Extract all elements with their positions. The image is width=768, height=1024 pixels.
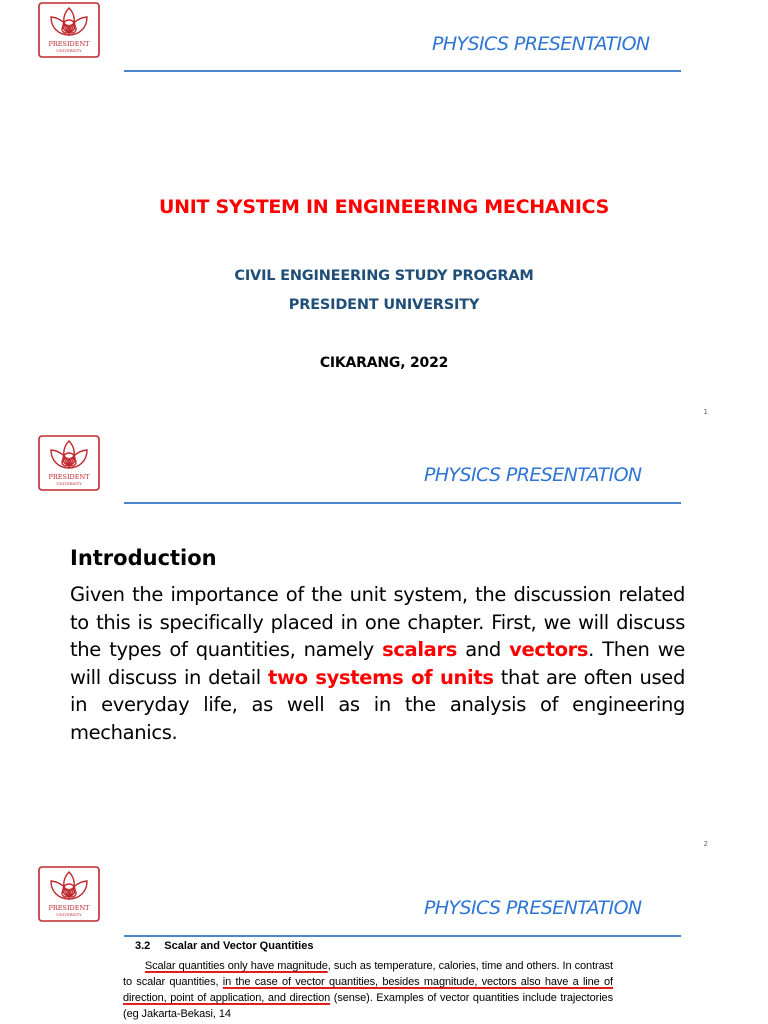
excerpt-text: , such as temperature, calories, time and others. In contrast to scalar quantities,: [123, 960, 613, 988]
body-text: and: [457, 638, 510, 661]
presentation-header: PHYSICS PRESENTATION: [424, 464, 642, 486]
slide-3: [0, 862, 768, 1024]
excerpt-heading: [135, 940, 613, 952]
section-number: 3.2: [135, 940, 151, 952]
header-divider: [124, 70, 681, 72]
svg-text:UNIVERSITY: UNIVERSITY: [56, 912, 82, 917]
highlight-unit-systems: two systems of units: [268, 665, 494, 689]
svg-text:PRESIDENT: PRESIDENT: [48, 904, 90, 912]
underlined-text: in the case of vector quantities, besides magnitude, vectors also have a line of direction, point of application, and direction: [123, 976, 613, 1004]
page-number: 1: [703, 408, 708, 416]
section-title: Scalar and Vector Quantities: [164, 940, 314, 952]
section-heading: Introduction: [70, 546, 217, 570]
study-program: CIVIL ENGINEERING STUDY PROGRAM: [234, 268, 534, 284]
header-divider: [124, 502, 681, 504]
svg-text:PRESIDENT: PRESIDENT: [48, 40, 90, 48]
intro-paragraph: [70, 581, 685, 746]
svg-text:UNIVERSITY: UNIVERSITY: [56, 481, 82, 486]
svg-text:PRESIDENT: PRESIDENT: [48, 473, 90, 481]
slide-1: [0, 0, 768, 430]
city-year: CIKARANG, 2022: [319, 355, 449, 371]
excerpt-paragraph: [123, 958, 613, 1022]
body-text: Given the importance of the unit system, the discussion related to this is specifically placed in one chapter. First, we will discuss the types of quantities, namely: [70, 583, 685, 661]
slide-title: UNIT SYSTEM IN ENGINEERING MECHANICS: [159, 196, 609, 218]
university-logo: [38, 866, 100, 922]
university-logo: [38, 435, 100, 491]
university-logo: [38, 2, 100, 58]
svg-text:UNIVERSITY: UNIVERSITY: [56, 48, 82, 53]
excerpt-text: (sense). Examples of vector quantities include trajectories (eg Jakarta-Bekasi, 14: [123, 992, 613, 1020]
highlight-vectors: vectors: [509, 638, 589, 661]
header-divider: [124, 935, 681, 937]
logo-emblem-icon: [38, 435, 100, 491]
page-number: 2: [703, 840, 708, 848]
underlined-text: Scalar quantities only have magnitude: [144, 960, 328, 972]
body-text: . Then we will discuss in detail: [70, 638, 685, 689]
presentation-header: PHYSICS PRESENTATION: [424, 897, 642, 919]
logo-emblem-icon: [38, 2, 100, 58]
logo-emblem-icon: [38, 866, 100, 922]
body-text: that are often used in everyday life, as well as in the analysis of engineering mechanics.: [70, 665, 685, 744]
textbook-excerpt: [123, 940, 613, 1022]
highlight-scalars: scalars: [382, 638, 458, 661]
presentation-header: PHYSICS PRESENTATION: [432, 33, 650, 55]
slide-2: [0, 430, 768, 862]
university-name: PRESIDENT UNIVERSITY: [288, 297, 480, 313]
